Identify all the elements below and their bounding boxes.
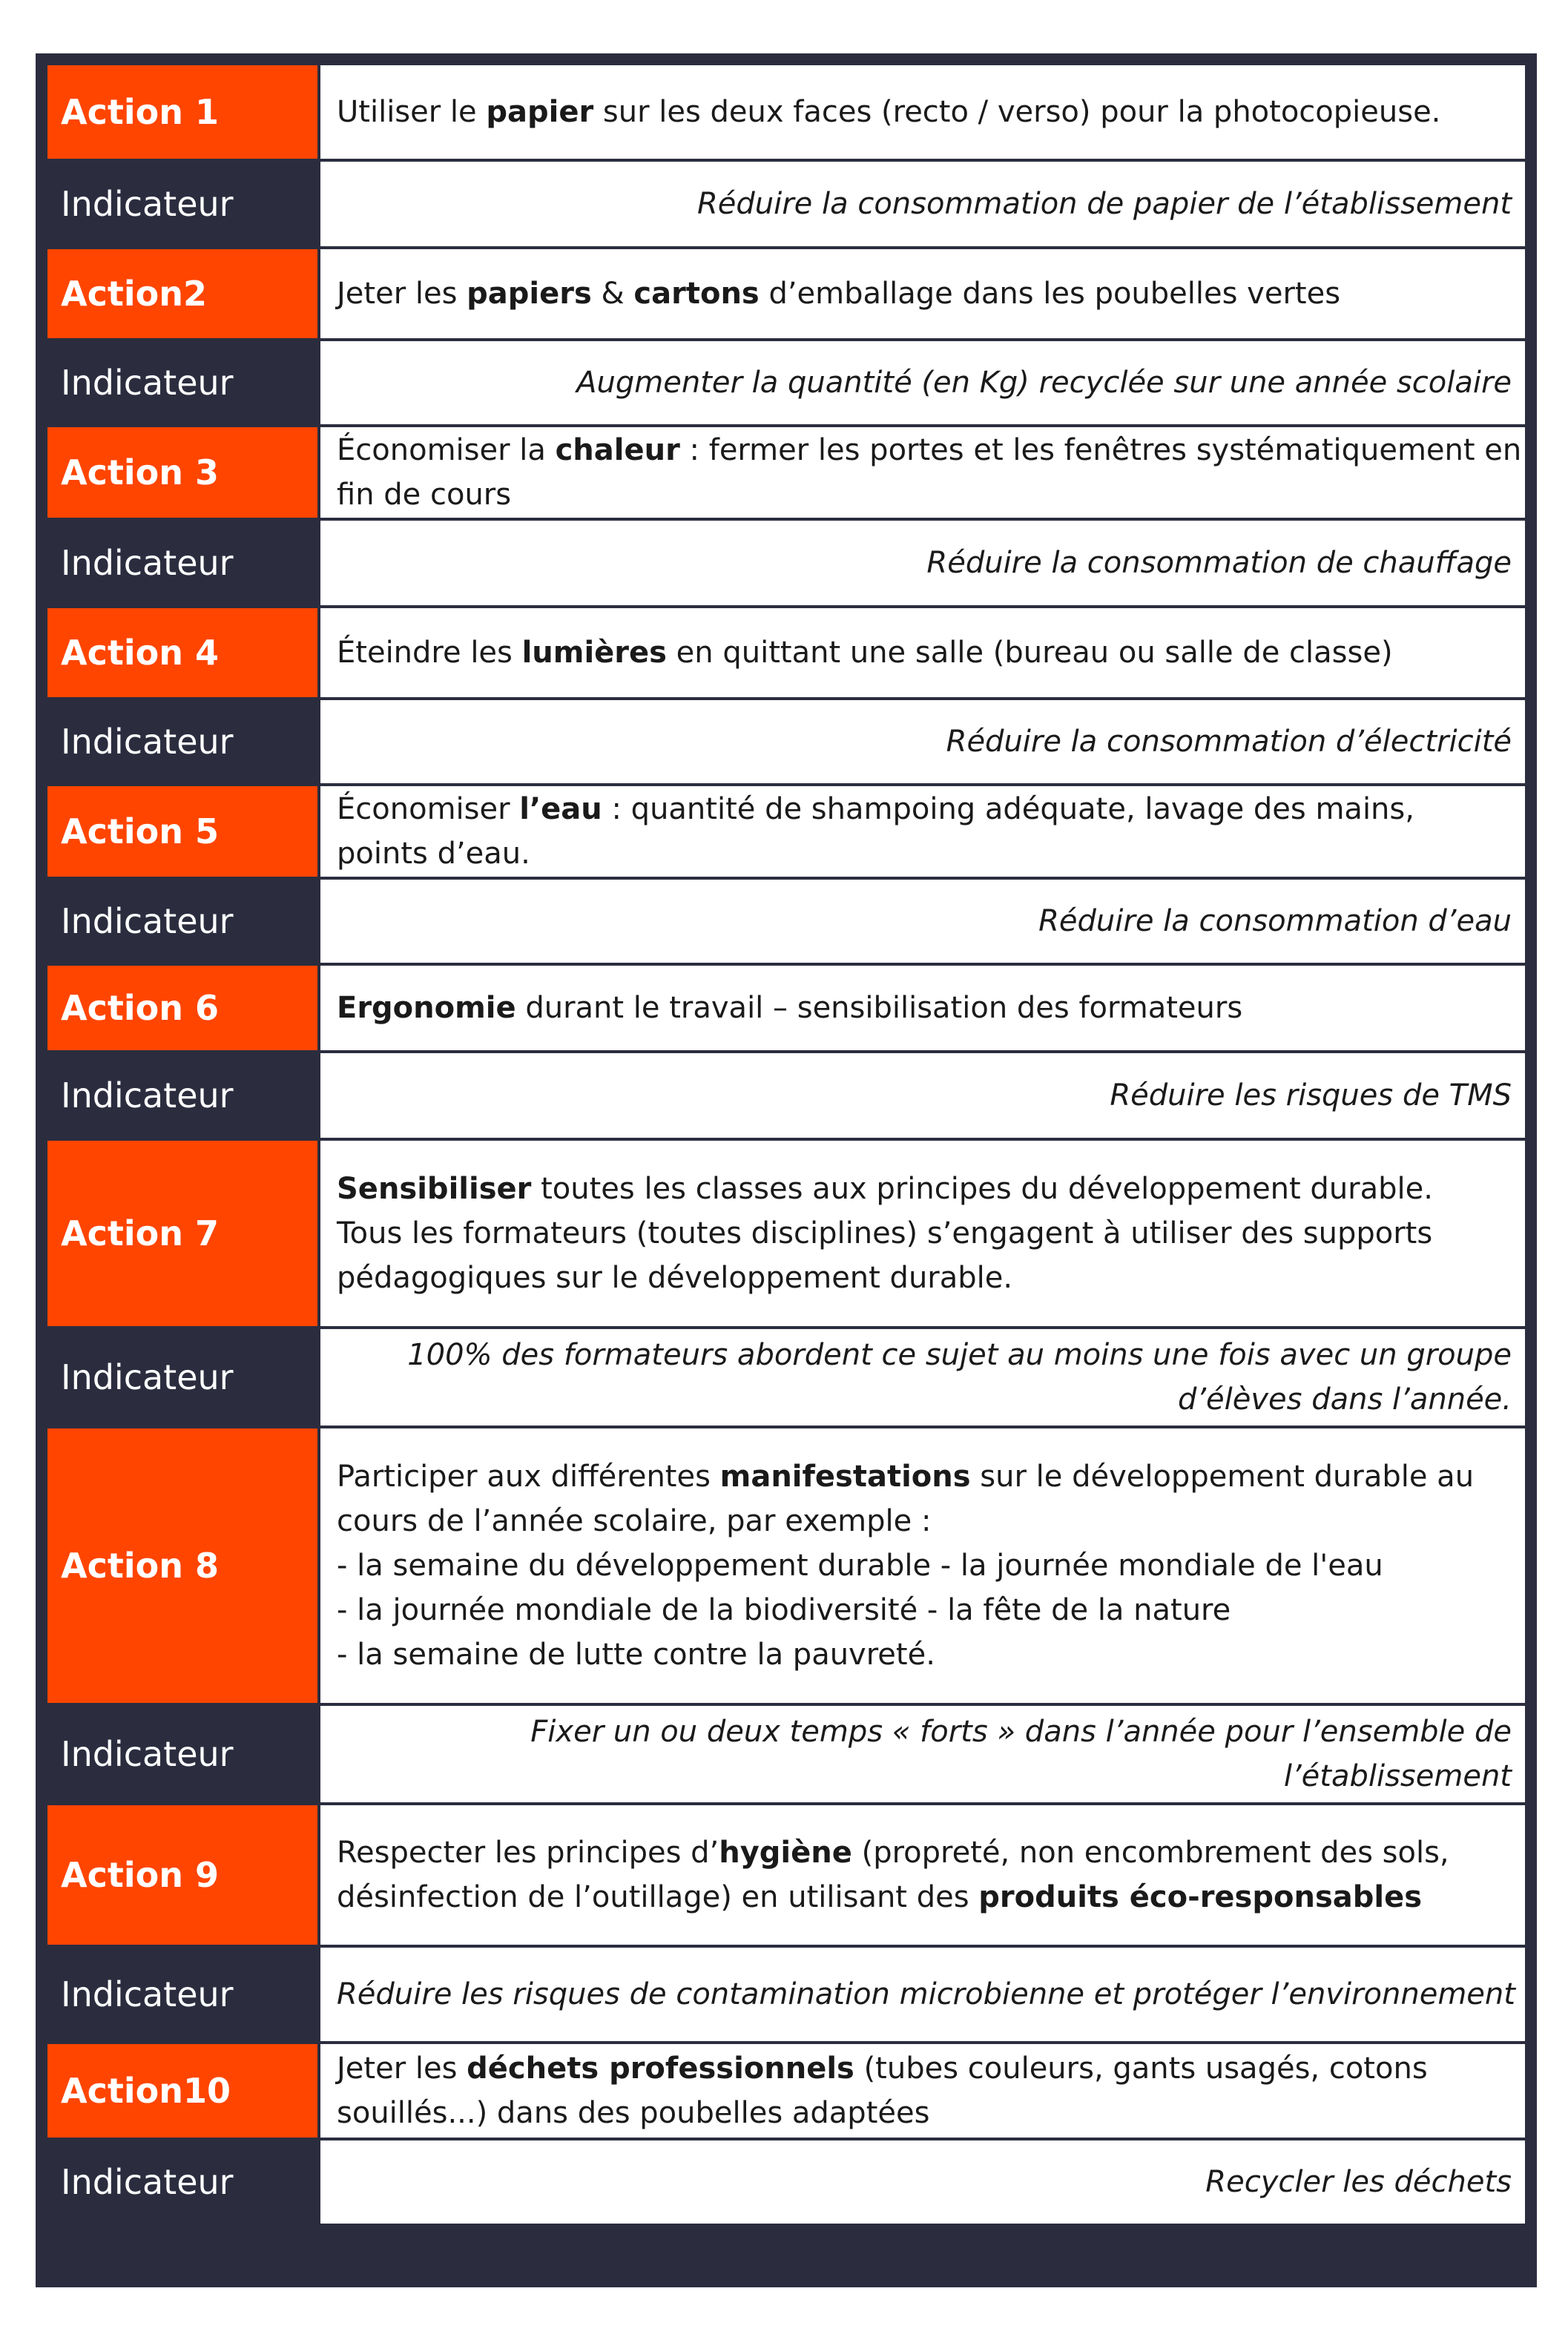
action-text: Économiser la [337, 433, 556, 467]
action-keyword: Ergonomie [337, 991, 516, 1025]
action-label: Action 6 [61, 988, 219, 1028]
action-text: en quittant une salle (bureau ou salle de classe) [666, 636, 1393, 670]
indicator-label: Indicateur [61, 1734, 234, 1774]
action-description [337, 787, 1512, 876]
action-description-cell [317, 1428, 1525, 1706]
indicator-value [337, 1333, 1512, 1422]
action-label-cell [47, 249, 317, 341]
action-description-cell [317, 2044, 1525, 2140]
action-keyword: manifestations [719, 1460, 971, 1494]
action-label: Action 1 [61, 92, 219, 132]
action-label: Action 9 [61, 1855, 219, 1895]
indicator-value-line: Recycler les déchets [1205, 2165, 1512, 2199]
action-text: d’emballage dans les poubelles vertes [759, 277, 1341, 311]
action-text: (propreté, non encombrement des sols, [851, 1836, 1449, 1870]
action-description-line [337, 1543, 1512, 1588]
indicator-value [337, 360, 1512, 405]
action-description-line [337, 1632, 1512, 1677]
action-text: points d’eau. [337, 837, 530, 871]
action-label-cell [47, 966, 317, 1053]
action-label-cell [47, 786, 317, 880]
indicator-label-cell [47, 1053, 317, 1141]
action-description-line [337, 831, 1512, 876]
indicator-label-cell [47, 700, 317, 786]
indicator-value [337, 541, 1512, 585]
action-description [337, 271, 1512, 316]
action-keyword: hygiène [719, 1836, 852, 1870]
indicator-value [337, 2160, 1512, 2204]
action-text: Économiser [337, 792, 520, 826]
indicator-value-cell [317, 341, 1525, 427]
action-keyword: chaleur [555, 433, 680, 467]
action-description [337, 1454, 1512, 1677]
action-label: Action 8 [61, 1546, 219, 1586]
action-keyword: déchets professionnels [467, 2051, 854, 2086]
action-text: fin de cours [337, 478, 512, 512]
indicator-value-line: Réduire les risques de contamination microbienne et protéger l’environnement [337, 1977, 1515, 2011]
indicator-value-line: Fixer un ou deux temps « forts » dans l’année pour l’ensemble de [530, 1715, 1512, 1749]
indicator-value-line: l’établissement [1283, 1759, 1512, 1793]
indicator-label-cell [47, 521, 317, 608]
action-keyword: cartons [633, 277, 760, 311]
indicator-value-cell [317, 880, 1525, 966]
action-text: Jeter les [337, 277, 467, 311]
action-text: (tubes couleurs, gants usagés, cotons [854, 2051, 1428, 2086]
action-description-line [337, 630, 1512, 675]
action-description-line [337, 1830, 1512, 1875]
action-text: Participer aux différentes [337, 1460, 720, 1494]
action-description-cell [317, 966, 1525, 1053]
indicator-value [337, 182, 1512, 226]
action-text: : fermer les portes et les fenêtres systématiquement en [679, 433, 1522, 467]
indicator-label: Indicateur [61, 543, 234, 583]
indicator-label-cell [47, 341, 317, 427]
action-label-cell [47, 1805, 317, 1948]
indicator-label: Indicateur [61, 363, 234, 403]
action-description [337, 2046, 1512, 2135]
indicator-value [337, 1710, 1512, 1799]
indicator-value-cell [317, 162, 1525, 249]
action-description-line [337, 428, 1522, 472]
indicator-label: Indicateur [61, 1357, 234, 1397]
action-text: : quantité de shampoing adéquate, lavage des mains, [602, 792, 1414, 826]
action-text: sur les deux faces (recto / verso) pour la photocopieuse. [593, 95, 1441, 129]
action-keyword: Sensibiliser [337, 1172, 532, 1206]
action-description-line [337, 1875, 1512, 1919]
action-text: désinfection de l’outillage) en utilisant des [337, 1880, 979, 1914]
action-description-line [337, 1256, 1512, 1300]
action-keyword: lumières [521, 636, 667, 670]
indicator-label: Indicateur [61, 1075, 234, 1115]
action-text: sur le développement durable au [970, 1460, 1475, 1494]
indicator-value-cell [317, 2140, 1525, 2227]
action-description [337, 90, 1512, 134]
action-description-cell [317, 65, 1525, 162]
action-description-line [337, 1211, 1512, 1256]
action-text: Éteindre les [337, 636, 522, 670]
action-description-cell [317, 786, 1525, 880]
indicator-label: Indicateur [61, 2162, 234, 2202]
indicator-value [337, 719, 1512, 764]
action-keyword: papier [486, 95, 594, 129]
action-description-cell [317, 1805, 1525, 1948]
indicator-label-cell [47, 1706, 317, 1805]
indicator-value-line: Réduire la consommation de papier de l’établissement [696, 187, 1512, 221]
indicator-value-line: Augmenter la quantité (en Kg) recyclée sur une année scolaire [576, 366, 1512, 400]
action-description-cell [317, 1141, 1525, 1329]
indicator-value [337, 1073, 1512, 1118]
action-text: & [591, 277, 634, 311]
indicator-value-line: Réduire les risques de TMS [1110, 1078, 1512, 1113]
action-description-line [337, 787, 1512, 831]
action-text: Tous les formateurs (toutes disciplines) s’engagent à utiliser des supports [337, 1216, 1433, 1250]
action-description-line [337, 472, 1512, 517]
indicator-label-cell [47, 880, 317, 966]
action-label-cell [47, 427, 317, 521]
action-keyword: produits éco-responsables [978, 1880, 1423, 1914]
action-text: pédagogiques sur le développement durable. [337, 1261, 1013, 1295]
indicator-value-cell [317, 1706, 1525, 1805]
action-text: Utiliser le [337, 95, 487, 129]
action-text: Jeter les [337, 2051, 467, 2086]
indicator-value-line: d’élèves dans l’année. [1177, 1382, 1512, 1417]
action-description [337, 1830, 1512, 1919]
action-label: Action2 [61, 274, 207, 314]
action-description-cell [317, 427, 1525, 521]
indicator-label-cell [47, 2140, 317, 2227]
action-text: durant le travail – sensibilisation des formateurs [515, 991, 1243, 1025]
action-description-cell [317, 249, 1525, 341]
action-label: Action 5 [61, 811, 219, 851]
action-label-cell [47, 2044, 317, 2140]
action-description-line [337, 90, 1512, 134]
action-label-cell [47, 65, 317, 162]
indicator-label: Indicateur [61, 184, 234, 224]
action-description-line [337, 2091, 1512, 2135]
action-text: - la semaine de lutte contre la pauvreté. [337, 1638, 935, 1672]
action-text: - la semaine du développement durable - la journée mondiale de l'eau [337, 1549, 1383, 1583]
indicator-value-cell [317, 521, 1525, 608]
action-keyword: l’eau [519, 792, 602, 826]
action-text: - la journée mondiale de la biodiversité - la fête de la nature [337, 1593, 1231, 1627]
action-label-cell [47, 1141, 317, 1329]
action-description [337, 1167, 1512, 1300]
action-text: cours de l’année scolaire, par exemple : [337, 1504, 932, 1538]
action-label-cell [47, 1428, 317, 1706]
indicator-value-line: Réduire la consommation d’eau [1038, 904, 1512, 938]
indicator-value [337, 899, 1512, 943]
indicator-value-cell [317, 1053, 1525, 1141]
actions-table [47, 65, 1525, 2227]
indicator-value-cell [317, 700, 1525, 786]
action-description-line [337, 1454, 1512, 1499]
indicator-label: Indicateur [61, 1974, 234, 2014]
indicator-value-line: 100% des formateurs abordent ce sujet au moins une fois avec un groupe [407, 1338, 1512, 1372]
indicator-value-line: Réduire la consommation d’électricité [946, 725, 1512, 759]
action-label-cell [47, 608, 317, 700]
indicator-value [337, 1972, 1515, 2017]
action-description-line [337, 986, 1512, 1030]
indicator-value-cell [317, 1329, 1525, 1428]
action-label: Action 4 [61, 633, 219, 673]
action-label: Action10 [61, 2071, 231, 2111]
action-description-cell [317, 608, 1525, 700]
indicator-label-cell [47, 1948, 317, 2044]
indicator-label-cell [47, 1329, 317, 1428]
action-description [337, 986, 1512, 1030]
action-description-line [337, 1499, 1512, 1543]
indicator-value-cell [317, 1948, 1525, 2044]
action-label: Action 7 [61, 1213, 219, 1253]
action-text: toutes les classes aux principes du développement durable. [531, 1172, 1433, 1206]
indicator-value-line: Réduire la consommation de chauffage [926, 546, 1512, 580]
indicator-label: Indicateur [61, 722, 234, 762]
action-text: souillés...) dans des poubelles adaptées [337, 2096, 930, 2130]
indicator-label-cell [47, 162, 317, 249]
action-description [337, 630, 1512, 675]
action-keyword: papiers [467, 277, 592, 311]
action-text: Respecter les principes d’ [337, 1836, 719, 1870]
action-description [337, 428, 1522, 517]
action-description-line [337, 1167, 1512, 1211]
action-description-line [337, 1588, 1512, 1632]
action-description-line [337, 271, 1512, 316]
indicator-label: Indicateur [61, 901, 234, 941]
action-description-line [337, 2046, 1512, 2091]
action-label: Action 3 [61, 452, 219, 492]
